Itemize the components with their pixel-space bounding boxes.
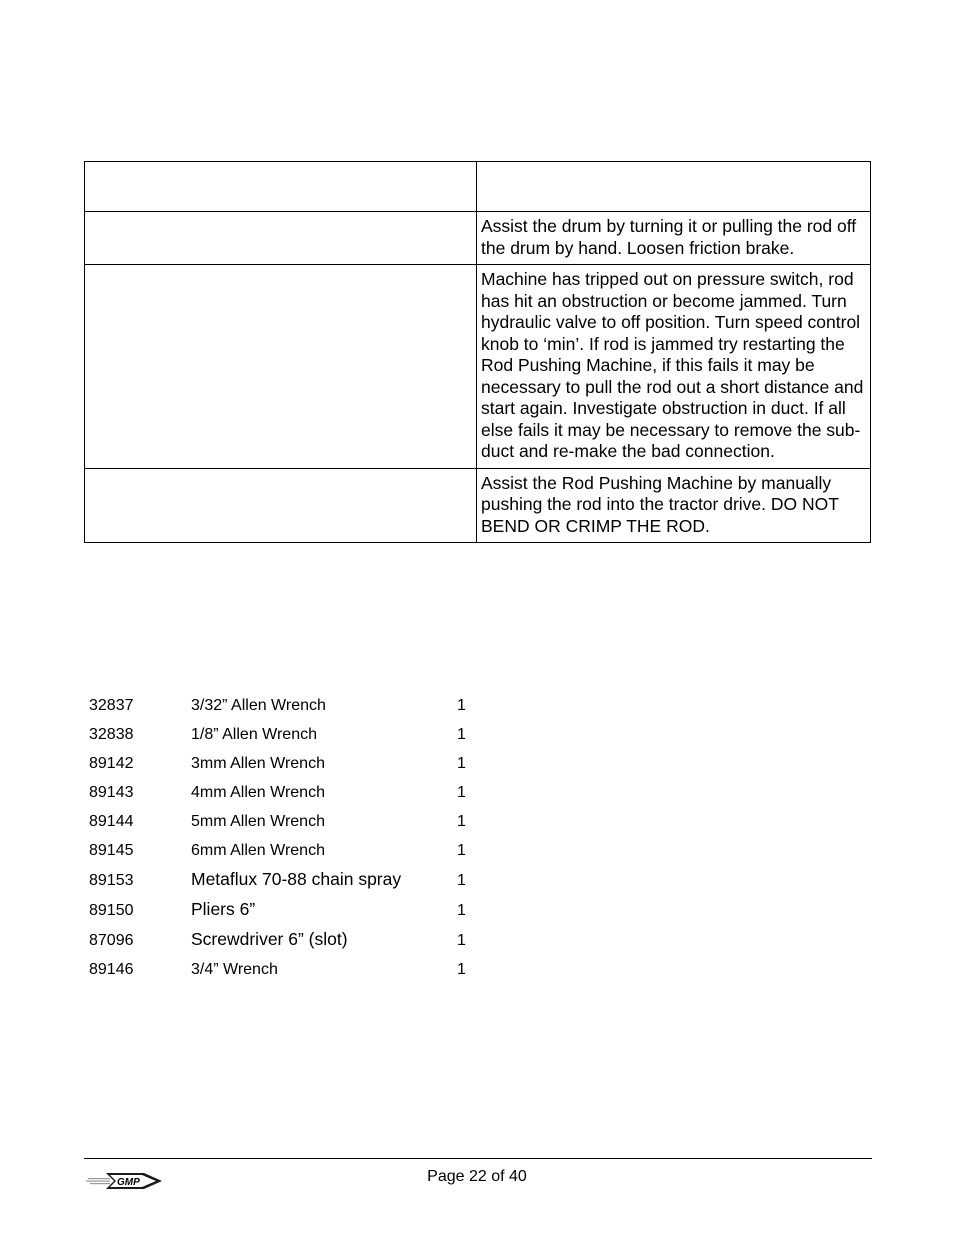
list-item <box>89 808 509 837</box>
part-quantity: 1 <box>457 842 466 859</box>
table-row <box>85 265 871 469</box>
troubleshooting-table <box>84 161 871 543</box>
list-item <box>89 837 509 866</box>
solution-cell: Assist the Rod Pushing Machine by manually pushing the rod into the tractor drive. DO NOT BEND OR CRIMP THE ROD. <box>477 468 871 543</box>
part-number: 32837 <box>89 697 134 714</box>
part-quantity: 1 <box>457 902 466 919</box>
part-description: 5mm Allen Wrench <box>191 813 325 830</box>
part-quantity: 1 <box>457 726 466 743</box>
part-description: 1/8” Allen Wrench <box>191 726 317 743</box>
list-item <box>89 692 509 721</box>
part-description: Screwdriver 6” (slot) <box>191 929 348 949</box>
table-row <box>85 212 871 265</box>
parts-list <box>89 692 509 985</box>
list-item <box>89 866 509 896</box>
part-number: 89153 <box>89 872 134 889</box>
problem-cell <box>85 212 477 265</box>
part-number: 89150 <box>89 902 134 919</box>
list-item <box>89 896 509 926</box>
part-description: 3mm Allen Wrench <box>191 755 325 772</box>
part-quantity: 1 <box>457 755 466 772</box>
part-number: 32838 <box>89 726 134 743</box>
part-number: 89146 <box>89 961 134 978</box>
list-item <box>89 956 509 985</box>
list-item <box>89 721 509 750</box>
part-number: 89142 <box>89 755 134 772</box>
part-number: 89145 <box>89 842 134 859</box>
problem-cell <box>85 265 477 469</box>
part-number: 89144 <box>89 813 134 830</box>
problem-cell <box>85 162 477 212</box>
table-row <box>85 162 871 212</box>
part-description: Pliers 6” <box>191 899 256 919</box>
solution-cell: Assist the drum by turning it or pulling the rod off the drum by hand. Loosen friction brake. <box>477 212 871 265</box>
part-quantity: 1 <box>457 872 466 889</box>
part-description: Metaflux 70-88 chain spray <box>191 869 402 889</box>
list-item <box>89 779 509 808</box>
part-description: 6mm Allen Wrench <box>191 842 325 859</box>
list-item <box>89 926 509 956</box>
part-description: 3/4” Wrench <box>191 961 278 978</box>
page-number: Page 22 of 40 <box>427 1168 527 1185</box>
logo-text: GMP <box>117 1177 140 1188</box>
part-quantity: 1 <box>457 784 466 801</box>
problem-cell <box>85 468 477 543</box>
footer-divider <box>84 1158 872 1159</box>
list-item <box>89 750 509 779</box>
part-quantity: 1 <box>457 961 466 978</box>
table-row <box>85 468 871 543</box>
part-number: 87096 <box>89 932 134 949</box>
solution-cell <box>477 162 871 212</box>
part-quantity: 1 <box>457 813 466 830</box>
part-quantity: 1 <box>457 932 466 949</box>
part-number: 89143 <box>89 784 134 801</box>
part-description: 4mm Allen Wrench <box>191 784 325 801</box>
part-description: 3/32” Allen Wrench <box>191 697 326 714</box>
part-quantity: 1 <box>457 697 466 714</box>
solution-cell: Machine has tripped out on pressure switch, rod has hit an obstruction or become jammed. Turn hydraulic valve to off position. Turn speed control knob to ‘min’. If rod is jammed try restarting the Rod Pushing Machine, if this fails it may be necessary to pull the rod out a short distance and start again. Investigate obstruction in duct. If all else fails it may be necessary to remove the sub-duct and re-make the bad connection. <box>477 265 871 469</box>
